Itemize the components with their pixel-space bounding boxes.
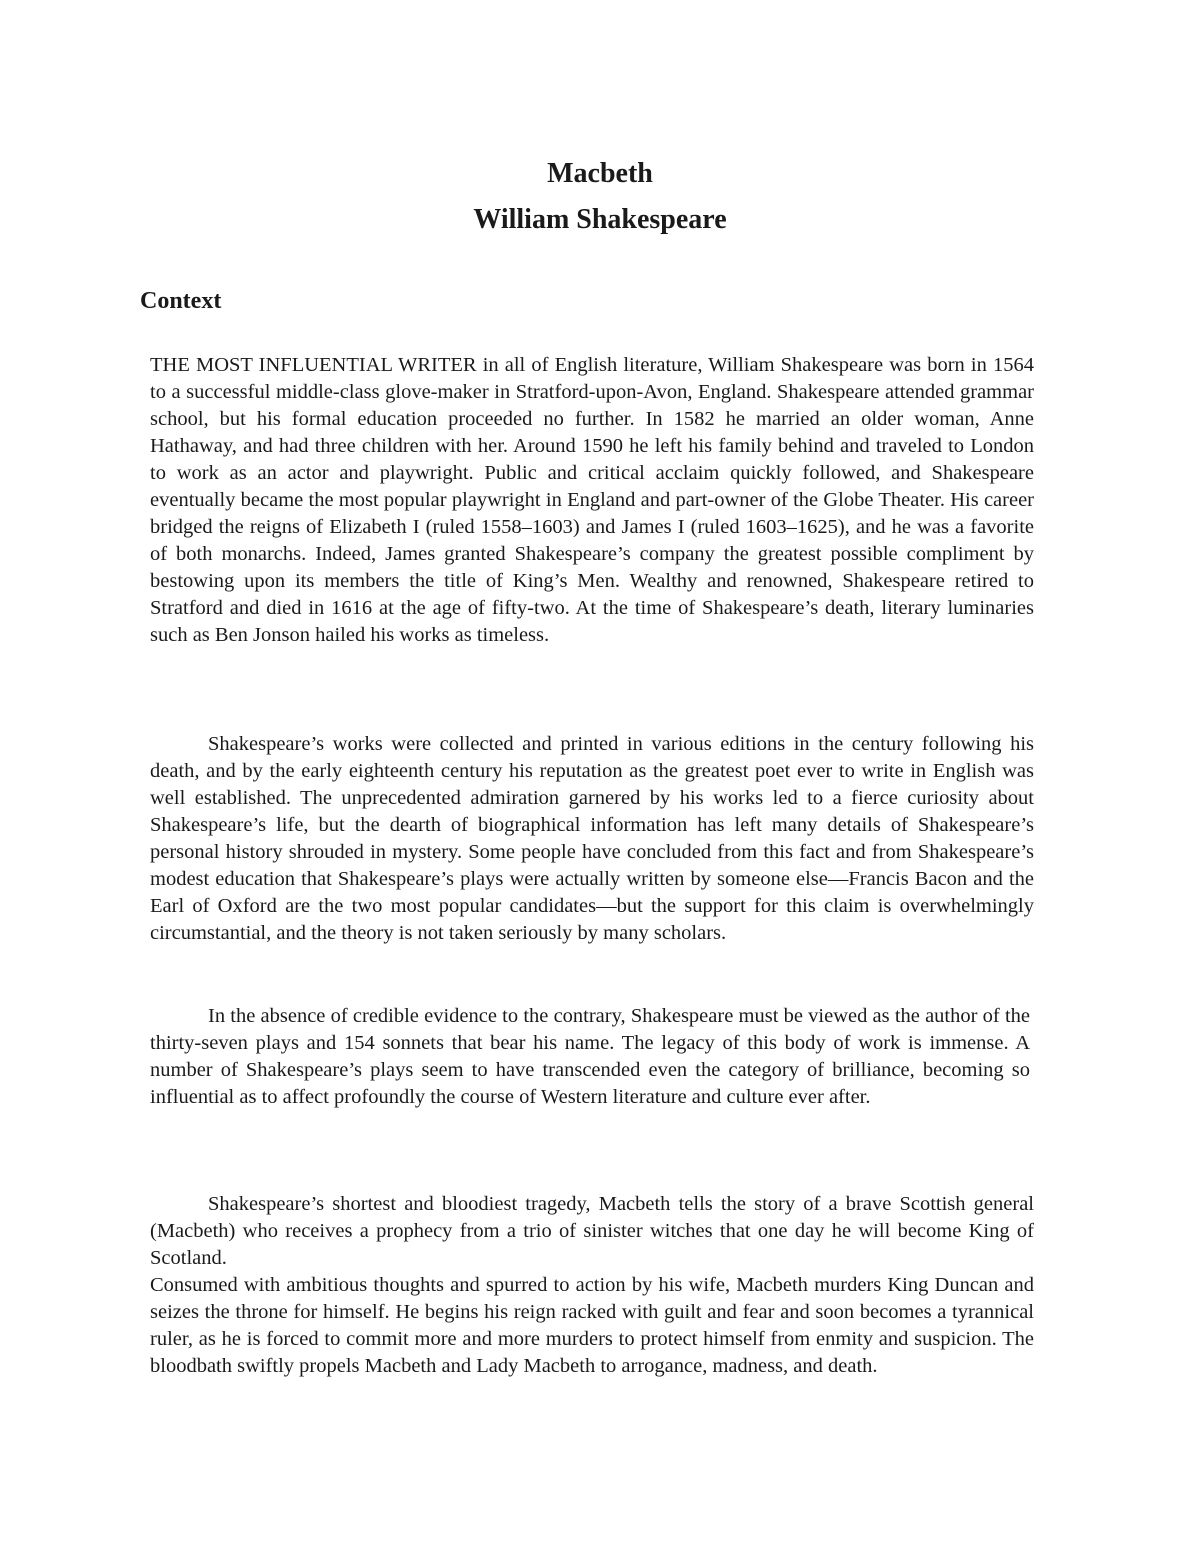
paragraph-reputation: Shakespeare’s works were collected and printed in various editions in the century following his death, and by the early eighteenth century his reputation as the greatest poet ever to write in English was well established. The unprecedented admiration garnered by his works led to a fierce curiosity about Shakespeare’s life, but the dearth of biographical information has left many details of Shakespeare’s personal history shrouded in mystery. Some people have concluded from this fact and from Shakespeare’s modest education that Shakespeare’s plays were actually written by someone else—Francis Bacon and the Earl of Oxford are the two most popular candidates—but the support for this claim is overwhelmingly circumstantial, and the theory is not taken seriously by many scholars. <box>150 733 1034 944</box>
paragraph-legacy: In the absence of credible evidence to the contrary, Shakespeare must be viewed as the author of the thirty-seven plays and 154 sonnets that bear his name. The legacy of this body of work is immense. A number of Shakespeare’s plays seem to have transcended even the category of brilliance, becoming so influential as to affect profoundly the course of Western literature and culture ever after. <box>150 1005 1030 1108</box>
section-heading-context: Context <box>140 288 222 314</box>
document-title: Macbeth <box>547 158 653 189</box>
paragraph-macbeth-summary: Shakespeare’s shortest and bloodiest tragedy, Macbeth tells the story of a brave Scottish general (Macbeth) who receives a prophecy from a trio of sinister witches that one day he will become King of Scotland. <box>150 1193 1034 1269</box>
paragraph-context-intro: THE MOST INFLUENTIAL WRITER in all of English literature, William Shakespeare was born in 1564 to a successful middle-class glove-maker in Stratford-upon-Avon, England. Shakespeare attended grammar school, but his formal education proceeded no further. In 1582 he married an older woman, Anne Hathaway, and had three children with her. Around 1590 he left his family behind and traveled to London to work as an actor and playwright. Public and critical acclaim quickly followed, and Shakespeare eventually became the most popular playwright in England and part-owner of the Globe Theater. His career bridged the reigns of Elizabeth I (ruled 1558–1603) and James I (ruled 1603–1625), and he was a favorite of both monarchs. Indeed, James granted Shakespeare’s company the greatest possible compliment by bestowing upon its members the title of King’s Men. Wealthy and renowned, Shakespeare retired to Stratford and died in 1616 at the age of fifty-two. At the time of Shakespeare’s death, literary luminaries such as Ben Jonson hailed his works as timeless. <box>150 354 1034 646</box>
document-author: William Shakespeare <box>473 204 727 235</box>
paragraph-macbeth-plot: Consumed with ambitious thoughts and spurred to action by his wife, Macbeth murders King Duncan and seizes the throne for himself. He begins his reign racked with guilt and fear and soon becomes a tyrannical ruler, as he is forced to commit more and more murders to protect himself from enmity and suspicion. The bloodbath swiftly propels Macbeth and Lady Macbeth to arrogance, madness, and death. <box>150 1274 1034 1377</box>
